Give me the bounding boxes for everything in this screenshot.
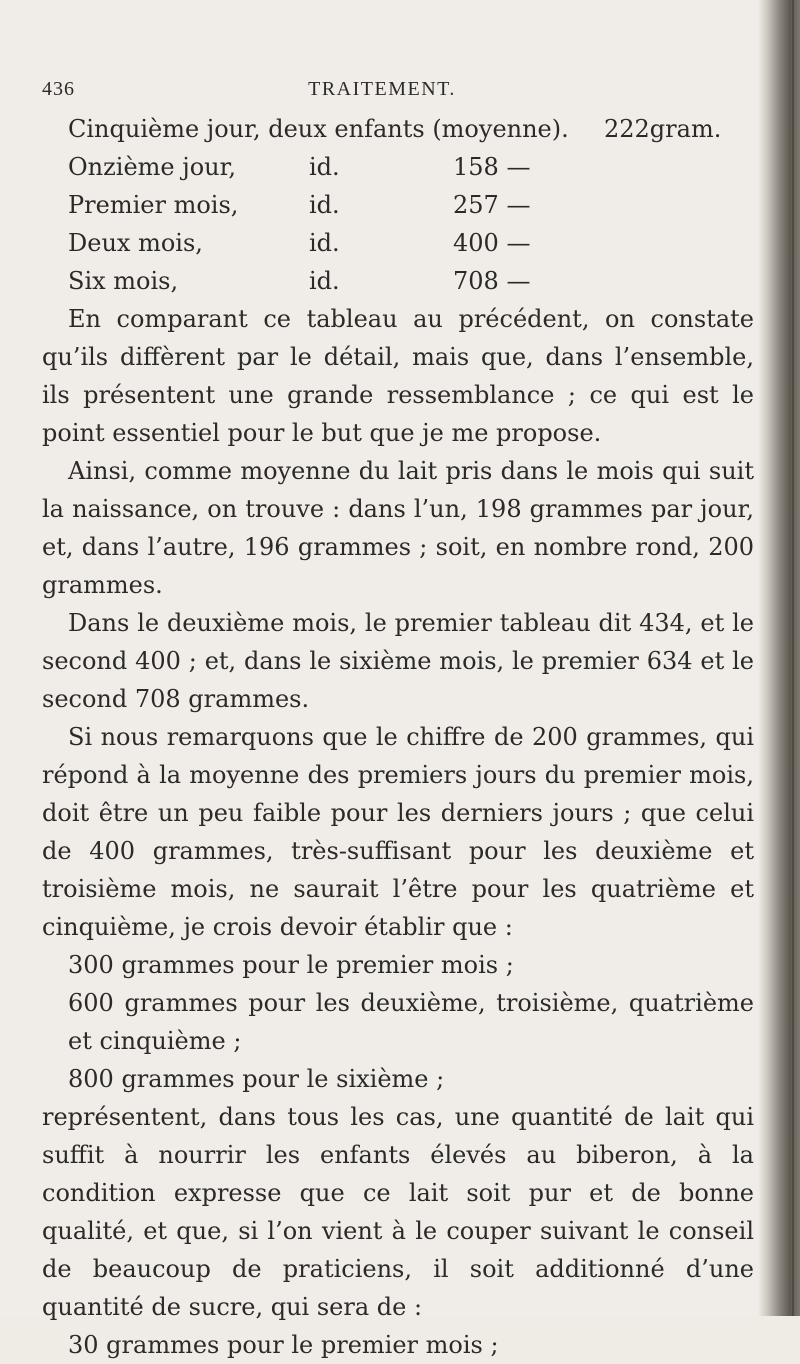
row-label: Cinquième jour, deux enfants (moyenne). <box>68 115 569 143</box>
page-header <box>42 78 742 108</box>
table-row <box>68 224 748 262</box>
row-ref: id. <box>309 191 340 219</box>
row-ref: id. <box>309 267 340 295</box>
list-item: 800 grammes pour le sixième ; <box>68 1065 445 1093</box>
table-row <box>68 186 748 224</box>
row-label: Onzième jour, <box>68 153 237 181</box>
row-amount: 708 — <box>453 267 531 295</box>
list-item: 600 grammes pour les deuxième, troisième, quatrième et cinquième ; <box>68 989 754 1055</box>
row-label: Six mois, <box>68 267 179 295</box>
milk-quantity-table <box>68 110 748 300</box>
paragraph: En comparant ce tableau au précédent, on constate qu’ils diffèrent par le détail, mais que, dans l’ensemble, ils présentent une grande ressemblance ; ce qui est le point essentiel pour le but que je me propose. <box>42 305 754 447</box>
row-amount: 222gram. <box>604 115 722 143</box>
row-label: Deux mois, <box>68 229 203 257</box>
list-item: 300 grammes pour le premier mois ; <box>68 951 514 979</box>
table-row <box>68 262 748 300</box>
row-ref: id. <box>309 229 340 257</box>
row-label: Premier mois, <box>68 191 239 219</box>
sugar-list <box>42 1326 754 1364</box>
list-item: 30 grammes pour le premier mois ; <box>68 1331 499 1359</box>
paragraph: Dans le deuxième mois, le premier tableau dit 434, et le second 400 ; et, dans le sixième mois, le premier 634 et le second 708 grammes. <box>42 609 754 713</box>
binding-line <box>792 0 794 1316</box>
continuation-paragraph: représentent, dans tous les cas, une quantité de lait qui suffit à nourrir les enfants élevés au biberon, à la condition expresse que ce lait soit pur et de bonne qualité, et que, si l’on vient à le couper suivant le conseil de beaucoup de praticiens, il soit additionné d’une quantité de sucre, qui sera de : <box>42 1103 754 1321</box>
quantity-list <box>42 946 754 1098</box>
body-text <box>42 300 754 1364</box>
running-title: TRAITEMENT. <box>308 78 456 100</box>
row-amount: 158 — <box>453 153 531 181</box>
table-row <box>68 148 748 186</box>
paragraph: Si nous remarquons que le chiffre de 200 grammes, qui répond à la moyenne des premiers jours du premier mois, doit être un peu faible pour les derniers jours ; que celui de 400 grammes, très-suffisant pour les deuxième et troisième mois, ne saurait l’être pour les quatrième et cinquième, je crois devoir établir que : <box>42 723 754 941</box>
row-ref: id. <box>309 153 340 181</box>
paragraph: Ainsi, comme moyenne du lait pris dans le mois qui suit la naissance, on trouve : dans l’un, 198 grammes par jour, et, dans l’autre, 196 grammes ; soit, en nombre rond, 200 grammes. <box>42 457 754 599</box>
page-number: 436 <box>42 78 75 100</box>
row-amount: 257 — <box>453 191 531 219</box>
table-row <box>68 110 748 148</box>
row-amount: 400 — <box>453 229 531 257</box>
